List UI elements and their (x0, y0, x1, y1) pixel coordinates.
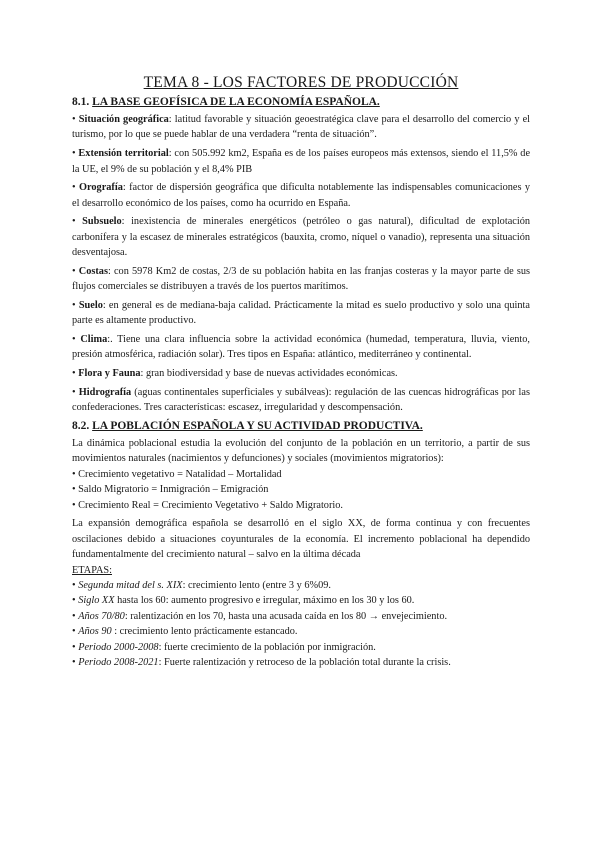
etapa-period: Años 90 (78, 626, 112, 638)
bullet: • (72, 368, 76, 380)
etapa-text: : fuerte crecimiento de la población por inmigración. (158, 641, 376, 653)
etapa-period: Siglo XX (78, 595, 115, 607)
item-text: : factor de dispersión geográfica que dificulta notablemente las indispensables comunicaciones y el desarrollo económico de los países, como ha ocurrido en España. (72, 182, 531, 209)
etapas-label: ETAPAS: (72, 564, 112, 576)
list-item (72, 214, 530, 260)
item-text: : inexistencia de minerales energéticos (petróleo o gas natural), dificultad de explotación carbonífera y la escasez de minerales estratégicos (bauxita, cromo, níquel o vanadio), representa una situación desventajosa. (72, 216, 530, 259)
item-text: : latitud favorable y situación geoestratégica clave para el desarrollo del comercio y el turismo, por lo que se puede hablar de una verdadera “renta de situación”. (72, 114, 531, 141)
item-text: : en general es de mediana-baja calidad. Prácticamente la mitad es suelo productivo y solo una quinta parte es altamente productivo. (72, 299, 530, 327)
etapa-text: : Fuerte ralentización y retroceso de la población total durante la crisis. (158, 656, 451, 668)
list-item (72, 112, 530, 143)
formula-line: • Crecimiento vegetativo = Natalidad – Mortalidad (72, 468, 282, 480)
document-page (72, 74, 530, 670)
item-text: : gran biodiversidad y base de nuevas actividades económicas. (140, 368, 398, 380)
list-item (72, 385, 530, 416)
etapa-text: : ralentización en los 70, hasta una acusada caída en los 80 → envejecimiento. (124, 610, 448, 622)
item-term: Orografía (79, 182, 123, 194)
etapa-text: : crecimiento lento (entre 3 y 6%09. (182, 579, 331, 591)
formula-line: • Crecimiento Real = Crecimiento Vegetativo + Saldo Migratorio. (72, 499, 343, 511)
list-item (72, 332, 530, 363)
item-text: (aguas continentales superficiales y subálveas): regulación de las cuencas hidrográficas por las confederaciones. Tres características: escasez, irregularidad y descompensación. (72, 386, 530, 414)
item-term: Clima (80, 334, 108, 346)
section-8-2-heading (72, 419, 530, 434)
item-term: Suelo (78, 299, 103, 311)
section-number: 8.1. (72, 96, 90, 108)
item-term: Situación geográfica (78, 114, 169, 125)
formula-line: • Saldo Migratorio = Inmigración – Emigración (72, 484, 269, 496)
item-term: Extensión territorial (78, 148, 169, 160)
list-item (72, 180, 530, 211)
item-term: Flora y Fauna (78, 368, 141, 380)
bullet: • (72, 386, 76, 398)
item-text: : con 505.992 km2, España es de los países europeos más extensos, siendo el 11,5% de la UE, el 9% de su población y el 8,4% PIB (72, 148, 531, 175)
geophysical-factors-list (72, 112, 530, 416)
bullet: • (72, 114, 76, 125)
etapa-period: Periodo 2008-2021 (78, 656, 159, 668)
etapa-item: • Años 70/80: ralentización en los 70, hasta una acusada caída en los 80 → envejecimiento. (72, 610, 448, 622)
etapa-item: • Periodo 2008-2021: Fuerte ralentización y retroceso de la población total durante la crisis. (72, 656, 451, 668)
bullet: • (72, 265, 76, 277)
item-text: : con 5978 Km2 de costas, 2/3 de su población habita en las franjas costeras y la mayor parte de sus flujos comerciales se distribuyen a través de los puertos marítimos. (72, 265, 530, 293)
item-text: :. Tiene una clara influencia sobre la actividad económica (humedad, temperatura, lluvia, viento, presión atmosférica, radiación solar). Tres tipos en España: atlántico, mediterráneo y continental. (72, 334, 530, 361)
etapa-item: • Siglo XX hasta los 60: aumento progresivo e irregular, máximo en los 30 y los 60. (72, 595, 415, 607)
etapa-item: • Años 90 : crecimiento lento prácticamente estancado. (72, 626, 298, 638)
etapa-text: hasta los 60: aumento progresivo e irregular, máximo en los 30 y los 60. (114, 595, 415, 607)
list-item (72, 146, 530, 177)
etapa-period: Periodo 2000-2008 (78, 641, 159, 653)
bullet: • (72, 299, 76, 311)
list-item (72, 298, 530, 329)
document-title: TEMA 8 - LOS FACTORES DE PRODUCCIÓN (143, 74, 459, 91)
bullet: • (72, 182, 76, 194)
item-term: Costas (78, 265, 108, 277)
section-8-1-heading (72, 95, 530, 110)
section-title: LA POBLACIÓN ESPAÑOLA Y SU ACTIVIDAD PRODUCTIVA. (92, 419, 423, 432)
etapa-period: Años 70/80 (78, 610, 125, 622)
etapas-list (72, 578, 530, 670)
section-number: 8.2. (72, 419, 90, 432)
bullet: • (72, 148, 76, 160)
list-item (72, 366, 530, 381)
etapa-period: Segunda mitad del s. XIX (78, 579, 183, 591)
list-item (72, 264, 530, 295)
section-title: LA BASE GEOFÍSICA DE LA ECONOMÍA ESPAÑOLA. (92, 96, 380, 108)
etapa-item: • Segunda mitad del s. XIX: crecimiento lento (entre 3 y 6%09. (72, 579, 331, 591)
population-intro-paragraph: La dinámica poblacional estudia la evolución del conjunto de la población en un territorio, a partir de sus movimientos naturales (nacimientos y defunciones) y sociales (movimientos migratorios): (72, 437, 530, 465)
item-term: Subsuelo (82, 216, 122, 228)
etapa-text: : crecimiento lento prácticamente estancado. (111, 626, 298, 638)
demographic-expansion-paragraph: La expansión demográfica española se desarrolló en el siglo XX, de forma continua y con frecuentes oscilaciones debido a situaciones coyunturales de la economía. El incremento poblacional ha dependido fundamentalmente del crecimiento natural – salvo en la última década (72, 518, 530, 561)
bullet: • (72, 334, 76, 346)
item-term: Hidrografía (78, 386, 132, 398)
etapa-item: • Periodo 2000-2008: fuerte crecimiento de la población por inmigración. (72, 641, 376, 653)
bullet: • (72, 216, 76, 228)
